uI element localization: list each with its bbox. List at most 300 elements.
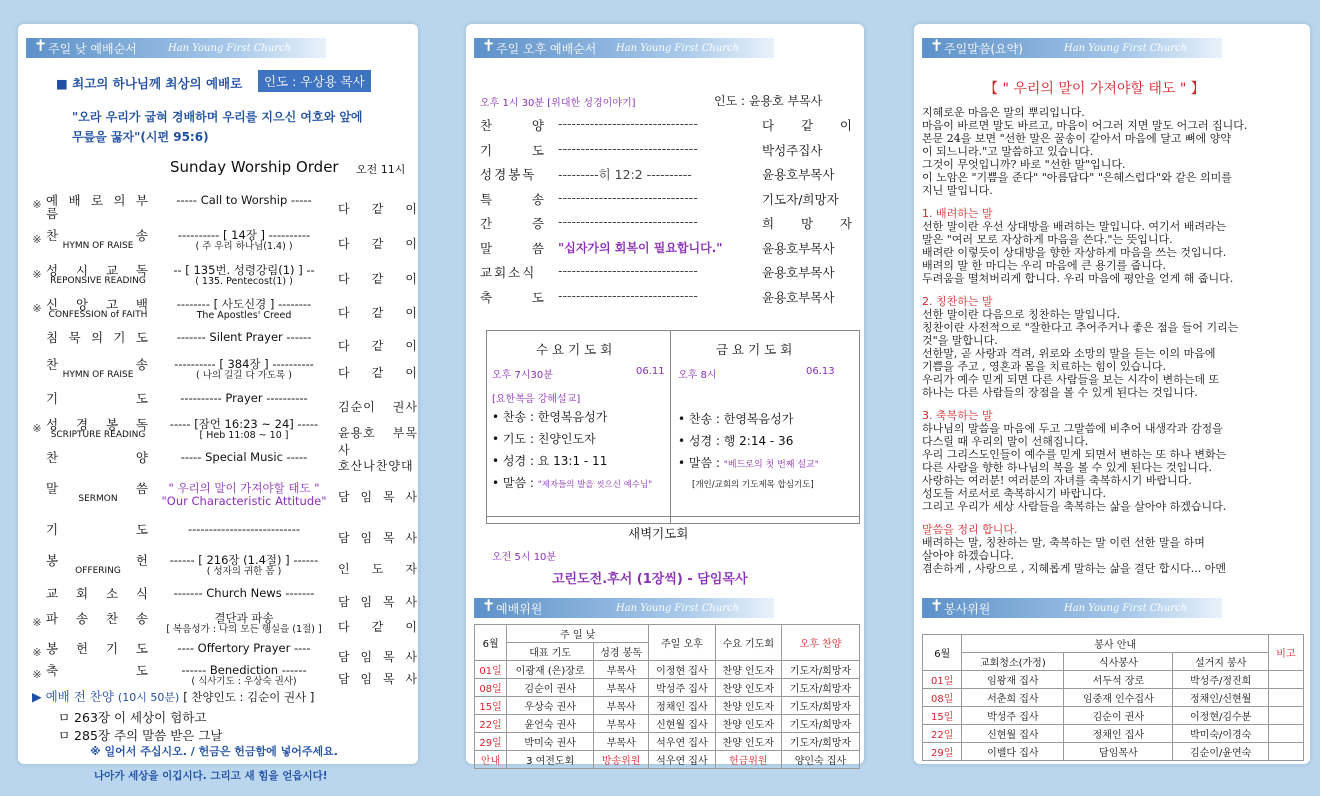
row-desc-2: ( 주 우리 하나님(1.4) ) bbox=[195, 241, 293, 253]
duty-cell: 부목사 bbox=[594, 661, 649, 679]
duty-cell: 방송위원 bbox=[594, 751, 649, 769]
svc-row bbox=[923, 725, 1304, 743]
row-name-wrap bbox=[46, 451, 150, 464]
duty-body bbox=[475, 661, 860, 769]
svc-cell: 29일 bbox=[923, 743, 962, 761]
duty-cell: 기도자/희망자 bbox=[781, 733, 859, 751]
duty-cell: 기도자/희망자 bbox=[781, 679, 859, 697]
svc-row bbox=[923, 689, 1304, 707]
row-desc bbox=[154, 264, 334, 288]
cross-icon: ✝ bbox=[34, 36, 48, 55]
row-leader: 다 같 이 bbox=[338, 272, 418, 286]
wed-sermon: "제자들의 발을 씻으신 예수님" bbox=[537, 480, 653, 490]
duty-head-reading: 성경 봉독 bbox=[594, 643, 649, 661]
header-title: 봉사위원 bbox=[944, 601, 991, 616]
duty-cell: 박성주 집사 bbox=[649, 679, 715, 697]
duty-head-prayer: 대표 기도 bbox=[507, 643, 594, 661]
row-mark: ※ bbox=[32, 233, 42, 246]
wed-line-2: • 기도 : 친양인도자 bbox=[492, 432, 596, 446]
row-name-en: HYMN OF RAISE bbox=[62, 241, 134, 252]
row-mark: ※ bbox=[32, 302, 42, 315]
pre-praise bbox=[32, 687, 314, 705]
row-desc bbox=[154, 482, 334, 508]
row-name-en: SCRIPTURE READING bbox=[50, 430, 146, 441]
text-line: 다스릴 때 우리의 말이 선해집니다. bbox=[922, 435, 1089, 448]
afternoon-name: 성경봉독 bbox=[480, 167, 537, 182]
afternoon-leader: 인도 : 윤용호 부목사 bbox=[714, 94, 823, 108]
fri-time: 오후 8시 bbox=[678, 370, 717, 381]
panel-afternoon-worship bbox=[466, 24, 864, 767]
row-mark: ※ bbox=[32, 422, 42, 435]
afternoon-name: 특 송 bbox=[480, 191, 546, 207]
svc-cell-note bbox=[1268, 743, 1303, 761]
duty-cell: 부목사 bbox=[594, 697, 649, 715]
duty-cell: 찬양 인도자 bbox=[715, 679, 781, 697]
duty-cell: 이광재 (은)장로 bbox=[507, 661, 594, 679]
row-desc-2: [ 복음성가 : 나의 모든 행실을 (1절) ] bbox=[166, 624, 322, 636]
row-desc-1: " 우리의 말이 가져야할 태도 " bbox=[168, 481, 320, 495]
row-name-wrap bbox=[46, 664, 150, 677]
duty-head-month: 6월 bbox=[475, 625, 507, 661]
row-leader: 다 같 이 bbox=[338, 202, 418, 216]
wed-title: 수 요 기 도 회 bbox=[536, 342, 613, 357]
text-line: 두려움을 떨쳐버리게 합니다. 우리 마음에 평안을 얻게 해 줍니다. bbox=[922, 272, 1234, 285]
afternoon-row bbox=[480, 190, 850, 208]
text-line: 마음이 바르면 말도 바르고, 마음이 어그러 지면 말도 어그러 집니다. bbox=[922, 119, 1248, 132]
order-row bbox=[30, 521, 418, 553]
intro bbox=[922, 106, 1304, 197]
row-desc-2: ( 성자의 귀한 몸 ) bbox=[206, 566, 282, 578]
row-name-wrap bbox=[46, 587, 150, 600]
afternoon-row bbox=[480, 214, 850, 232]
row-desc-1: ----- Call to Worship ----- bbox=[176, 193, 312, 207]
text-line: 살아야 하겠습니다. bbox=[922, 549, 1015, 562]
duty-head-sunday: 주 일 낮 bbox=[507, 625, 649, 643]
row-desc bbox=[154, 612, 334, 636]
fri-line-1: • 찬송 : 한영복음성가 bbox=[678, 412, 794, 426]
row-name-wrap bbox=[46, 331, 150, 344]
afternoon-leader: 희 망 자 bbox=[762, 216, 852, 231]
row-desc bbox=[154, 358, 334, 382]
text-line: 말은 "여러 모로 자상하게 마음을 쓴다."는 뜻입니다. bbox=[922, 233, 1173, 246]
text-line: 지혜로운 마음은 말의 뿌리입니다. bbox=[922, 106, 1085, 119]
row-desc-1: ---------- Prayer ---------- bbox=[180, 391, 308, 405]
duty-cell: 01일 bbox=[475, 661, 507, 679]
section-header-service bbox=[922, 598, 1222, 618]
svc-cell: 08일 bbox=[923, 689, 962, 707]
row-leader: 담 임 목 사 bbox=[338, 650, 418, 664]
section-3-title: 3. 축복하는 말 bbox=[922, 409, 993, 422]
verse-line-1: "오라 우리가 굽혀 경배하며 우리를 지으신 여호와 앞에 bbox=[72, 110, 363, 124]
row-name: 축 도 bbox=[46, 663, 150, 678]
text-line: 배려하는 말, 칭찬하는 말, 축복하는 말 이런 선한 말을 하며 bbox=[922, 536, 1205, 549]
wed-series: [요한복음 강해설교] bbox=[492, 394, 581, 405]
row-desc-1: ------- Silent Prayer ------ bbox=[176, 330, 312, 344]
row-desc bbox=[154, 664, 334, 688]
row-name-wrap bbox=[46, 194, 150, 220]
row-desc-2: ( 나의 길길 다 가도록 ) bbox=[196, 370, 292, 382]
duty-cell: 15일 bbox=[475, 697, 507, 715]
row-leader: 인 도 자 bbox=[338, 562, 418, 576]
row-desc-1: --------------------------- bbox=[187, 522, 301, 536]
row-desc-2: [ Heb 11:08 ~ 10 ] bbox=[199, 430, 289, 442]
afternoon-desc: ---------히 12:2 ---------- bbox=[558, 167, 692, 182]
order-row bbox=[30, 296, 418, 328]
row-name: 말 씀 bbox=[46, 481, 150, 496]
row-mark: ※ bbox=[32, 198, 42, 211]
afternoon-row bbox=[480, 116, 850, 134]
svc-cell: 임왕재 집사 bbox=[962, 671, 1064, 689]
row-desc bbox=[154, 229, 334, 253]
song-2: ㅁ 285장 주의 말씀 받은 그날 bbox=[58, 728, 223, 743]
row-name-wrap bbox=[46, 229, 150, 252]
svc-row bbox=[923, 707, 1304, 725]
svc-cell: 김순이/윤연숙 bbox=[1173, 743, 1269, 761]
afternoon-row bbox=[480, 141, 850, 159]
row-name: 봉 헌 bbox=[46, 553, 150, 568]
row-name: 성 시 교 독 bbox=[46, 263, 150, 278]
svc-head-guide: 봉사 안내 bbox=[962, 635, 1269, 653]
pre-praise-time: (10시 50분) bbox=[117, 691, 180, 704]
verse-line-2: 무릎을 꿇자"(시편 95:6) bbox=[72, 130, 209, 144]
svc-cell: 정채인/신현월 bbox=[1173, 689, 1269, 707]
text-line: 칭찬이란 사전적으로 "잘한다고 추어주거나 좋은 점을 들어 기리는 bbox=[922, 321, 1239, 334]
order-row bbox=[30, 449, 415, 481]
text-line: 이 노암은 "기쁨을 준다" "아름답다" "은혜스럽다"와 같은 의미를 bbox=[922, 171, 1232, 184]
row-leader: 호산나찬양대 bbox=[338, 459, 414, 473]
svc-cell: 서춘희 집사 bbox=[962, 689, 1064, 707]
duty-cell: 찬양 인도자 bbox=[715, 715, 781, 733]
wed-line-3: • 성경 : 요 13:1 - 11 bbox=[492, 454, 608, 468]
svc-cell: 15일 bbox=[923, 707, 962, 725]
svc-cell-note bbox=[1268, 671, 1303, 689]
row-leader: 다 같 이 bbox=[338, 237, 418, 251]
svc-cell: 이정현/김수분 bbox=[1173, 707, 1269, 725]
row-name-wrap bbox=[46, 264, 150, 287]
row-name-en: REPONSIVE READING bbox=[50, 276, 146, 287]
afternoon-leader: 박성주집사 bbox=[762, 142, 823, 158]
row-desc bbox=[154, 587, 334, 600]
text-line: 선한 말이란 다음으로 칭찬하는 말입니다. bbox=[922, 308, 1121, 321]
afternoon-time: 오후 1시 30분 [위대한 성경이야기] bbox=[480, 98, 636, 109]
order-row bbox=[30, 227, 418, 259]
row-name: 신 앙 고 백 bbox=[46, 297, 150, 312]
text-line: 선한말, 곧 사랑과 격려, 위로와 소망의 말을 듣는 이의 마음에 bbox=[922, 347, 1216, 360]
row-name-wrap bbox=[46, 392, 150, 405]
duty-row bbox=[475, 661, 860, 679]
duty-cell: 3 여전도회 bbox=[507, 751, 594, 769]
svc-body bbox=[923, 671, 1304, 761]
wed-time: 오후 7시30분 bbox=[492, 370, 553, 381]
divider bbox=[486, 516, 860, 517]
pre-praise-label: ▶ 예배 전 찬양 bbox=[32, 689, 114, 704]
wed-line-4 bbox=[492, 474, 652, 491]
row-name-wrap bbox=[46, 554, 150, 577]
row-leader: 다 같 이 bbox=[338, 306, 418, 320]
text-line: 기쁨을 주고 , 영혼과 몸을 치료하는 힘이 있습니다. bbox=[922, 360, 1166, 373]
row-leader: 담 임 목 사 bbox=[338, 531, 418, 545]
row-leader: 다 같 이 bbox=[338, 620, 418, 634]
section-1-title: 1. 배려하는 말 bbox=[922, 207, 993, 220]
fri-note: [개인/교회의 기도제목 합심기도] bbox=[692, 480, 814, 490]
fri-line-2: • 성경 : 행 2:14 - 36 bbox=[678, 434, 794, 448]
row-desc-2: The Apostles' Creed bbox=[196, 310, 292, 322]
duty-cell: 찬양 인도자 bbox=[715, 697, 781, 715]
afternoon-leader: 윤용호부목사 bbox=[762, 265, 835, 280]
row-desc-2: ( 135. Pentecost(1) ) bbox=[195, 276, 293, 288]
svc-head-note: 비고 bbox=[1268, 635, 1303, 671]
footer-slogan: 나아가 세상을 이깁시다. 그리고 새 힘을 얻읍시다! bbox=[94, 770, 328, 782]
row-name-en: SERMON bbox=[78, 494, 118, 505]
duty-row bbox=[475, 733, 860, 751]
leader-badge: 인도 : 우상용 목사 bbox=[258, 70, 371, 92]
order-title: Sunday Worship Order bbox=[170, 158, 339, 176]
svc-cell: 박성주 집사 bbox=[962, 707, 1064, 725]
service-table bbox=[922, 634, 1304, 761]
text-line: 사랑하는 여러분! 여러분의 자녀를 축복하시기 바랍니다. bbox=[922, 474, 1192, 487]
duty-cell: 찬양 인도자 bbox=[715, 661, 781, 679]
divider bbox=[670, 330, 671, 524]
row-desc bbox=[154, 642, 334, 655]
dawn-title: 새벽기도회 bbox=[628, 526, 689, 541]
cross-icon: ✝ bbox=[930, 596, 944, 615]
afternoon-name: 교회소식 bbox=[480, 265, 537, 280]
afternoon-name: 찬 양 bbox=[480, 118, 546, 133]
svc-cell-note bbox=[1268, 707, 1303, 725]
header-title: 주일 오후 예배순서 bbox=[496, 41, 597, 56]
duty-table bbox=[474, 624, 860, 769]
pre-praise-leader: [ 찬양인도 : 김순이 권사 ] bbox=[183, 690, 315, 704]
panel-morning-worship bbox=[18, 24, 418, 782]
duty-cell: 22일 bbox=[475, 715, 507, 733]
row-name-wrap bbox=[46, 482, 150, 505]
order-row bbox=[30, 480, 418, 512]
text-line: 우리 그리스도인들이 예수를 믿게 되면서 변하는 또 하나 변화는 bbox=[922, 448, 1227, 461]
section-4-title: 말씀을 정리 합니다. bbox=[922, 523, 1018, 536]
text-line: 하나님의 말씀을 마음에 두고 그말씀에 비추어 내생각과 감정을 bbox=[922, 422, 1223, 435]
svc-row bbox=[923, 671, 1304, 689]
duty-cell: 안내 bbox=[475, 751, 507, 769]
svc-cell: 임중재 인수집사 bbox=[1064, 689, 1173, 707]
order-row bbox=[30, 262, 418, 294]
row-desc-1: ---------- [ 384장 ] ---------- bbox=[174, 357, 314, 371]
afternoon-leader: 윤용호부목사 bbox=[762, 240, 835, 256]
header-title: 주일말씀(요약) bbox=[944, 41, 1023, 56]
prayer-meetings-box bbox=[486, 330, 860, 524]
row-mark: ※ bbox=[32, 646, 42, 659]
text-line: 본문 24을 보면 "선한 말은 꿀송이 같아서 마음에 달고 뼈에 양약 bbox=[922, 132, 1232, 145]
afternoon-name: 말 씀 bbox=[480, 240, 546, 256]
text-line: 배려란 이렇듯이 상대방을 향한 자상하게 마음을 쓰는 것입니다. bbox=[922, 246, 1227, 259]
afternoon-desc: ------------------------------- bbox=[558, 214, 698, 229]
row-name-wrap bbox=[46, 523, 150, 536]
row-name-wrap bbox=[46, 298, 150, 321]
duty-cell: 29일 bbox=[475, 733, 507, 751]
afternoon-leader: 윤용호부목사 bbox=[762, 167, 835, 182]
afternoon-row bbox=[480, 239, 850, 257]
row-leader: 담 임 목 사 bbox=[338, 595, 418, 609]
fri-date: 06.13 bbox=[806, 366, 835, 377]
order-row bbox=[30, 192, 418, 224]
afternoon-name: 기 도 bbox=[480, 142, 546, 158]
duty-row bbox=[475, 679, 860, 697]
church-name: Han Young First Church bbox=[1064, 602, 1188, 614]
section-header bbox=[474, 38, 774, 58]
duty-cell: 우상숙 권사 bbox=[507, 697, 594, 715]
row-name: 성 경 봉 독 bbox=[46, 417, 150, 432]
row-name: 파 송 찬 송 bbox=[46, 611, 150, 626]
duty-row bbox=[475, 697, 860, 715]
text-line: 그리고 우리가 세상 사람들을 축복하는 삶을 살아야 하겠습니다. bbox=[922, 500, 1227, 513]
text-line: 배려의 말 한 마디는 우리 마음에 큰 용기를 줍니다. bbox=[922, 259, 1166, 272]
row-leader: 담 임 목 사 bbox=[338, 672, 418, 686]
duty-row-guide bbox=[475, 751, 860, 769]
section-2 bbox=[922, 308, 1304, 399]
cross-icon: ✝ bbox=[930, 36, 944, 55]
duty-cell: 부목사 bbox=[594, 733, 649, 751]
row-name: 찬 송 bbox=[46, 228, 150, 243]
header-title: 주일 낮 예배순서 bbox=[48, 41, 137, 56]
row-desc bbox=[154, 331, 334, 344]
svc-head-month: 6월 bbox=[923, 635, 962, 671]
row-name-en: OFFERING bbox=[75, 566, 121, 577]
row-desc-1: ------ Benediction ------ bbox=[181, 663, 307, 677]
duty-cell: 신현월 집사 bbox=[649, 715, 715, 733]
afternoon-leader: 다 같 이 bbox=[762, 118, 852, 133]
row-name-wrap bbox=[46, 642, 150, 655]
duty-cell: 박미숙 권사 bbox=[507, 733, 594, 751]
duty-head-wed: 수요 기도회 bbox=[715, 625, 781, 661]
section-1 bbox=[922, 220, 1304, 285]
text-line: 하나는 다른 사람들의 장점을 볼 수 있게 된다는 것입니다. bbox=[922, 386, 1198, 399]
afternoon-row bbox=[480, 165, 850, 183]
row-name: 교 회 소 식 bbox=[46, 586, 150, 601]
row-name-en: CONFESSION of FAITH bbox=[48, 310, 148, 321]
church-name: Han Young First Church bbox=[1064, 42, 1188, 54]
section-header bbox=[26, 38, 326, 58]
row-name: 봉 헌 기 도 bbox=[46, 641, 150, 656]
afternoon-name: 축 도 bbox=[480, 289, 546, 305]
order-row bbox=[30, 552, 418, 584]
row-desc-2: ( 식사기도 : 우상숙 권사) bbox=[191, 676, 297, 688]
section-2-title: 2. 칭찬하는 말 bbox=[922, 295, 993, 308]
svc-cell: 김순이 권사 bbox=[1064, 707, 1173, 725]
text-line: 지닌 말입니다. bbox=[922, 184, 993, 197]
duty-cell: 김순이 권사 bbox=[507, 679, 594, 697]
cross-icon: ✝ bbox=[482, 596, 496, 615]
duty-head-afternoon: 주일 오후 bbox=[649, 625, 715, 661]
text-line: 선한 말이란 우선 상대방을 배려하는 말입니다. 여기서 배려라는 bbox=[922, 220, 1227, 233]
text-line: 것"을 말합니다. bbox=[922, 334, 998, 347]
text-line: 다른 사람을 향한 하나님의 복을 볼 수 있게 된다는 것입니다. bbox=[922, 461, 1212, 474]
duty-cell: 찬양 인도자 bbox=[715, 733, 781, 751]
duty-cell: 기도자/희망자 bbox=[781, 715, 859, 733]
dawn-time: 오전 5시 10분 bbox=[492, 552, 557, 563]
svc-row bbox=[923, 743, 1304, 761]
afternoon-row bbox=[480, 288, 850, 306]
row-desc-1: ---- Offertory Prayer ---- bbox=[177, 641, 311, 655]
duty-cell: 석우연 집사 bbox=[649, 751, 715, 769]
row-desc bbox=[154, 298, 334, 322]
duty-cell: 정채인 집사 bbox=[649, 697, 715, 715]
afternoon-desc: ------------------------------- bbox=[558, 116, 698, 131]
duty-cell: 이정현 집사 bbox=[649, 661, 715, 679]
svc-head-cleaning: 교회청소(가정) bbox=[962, 653, 1064, 671]
row-name: 기 도 bbox=[46, 522, 150, 537]
row-desc-1: ------- Church News ------- bbox=[173, 586, 315, 600]
fri-line-3 bbox=[678, 454, 819, 471]
row-desc-1: ---------- [ 14장 ] ---------- bbox=[177, 228, 311, 242]
duty-cell: 윤언숙 권사 bbox=[507, 715, 594, 733]
row-name-wrap bbox=[46, 418, 150, 441]
duty-cell: 석우연 집사 bbox=[649, 733, 715, 751]
row-leader: 윤용호 부목사 bbox=[338, 426, 418, 457]
afternoon-desc: ------------------------------- bbox=[558, 263, 698, 278]
afternoon-desc: ------------------------------- bbox=[558, 140, 698, 156]
text-line: 겸손하게 , 사랑으로 , 지혜롭게 말하는 삶을 결단 합시다... 아멘 bbox=[922, 562, 1226, 575]
fri-title: 금 요 기 도 회 bbox=[716, 342, 793, 357]
row-name: 찬 송 bbox=[46, 357, 150, 372]
text-line: 성도들 서로서로 축복하시기 바랍니다. bbox=[922, 487, 1107, 500]
wed-date: 06.11 bbox=[636, 366, 665, 377]
notice: ※ 일어서 주십시오. / 헌금은 헌금함에 넣어주세요. bbox=[90, 745, 338, 758]
row-name: 예 배 로 의 부 름 bbox=[46, 193, 150, 222]
duty-cell: 헌금위원 bbox=[715, 751, 781, 769]
row-name: 찬 양 bbox=[46, 450, 150, 465]
row-desc-1: -- [ 135번. 성령강림(1) ] -- bbox=[173, 263, 315, 277]
svc-cell-note bbox=[1268, 689, 1303, 707]
duty-cell: 부목사 bbox=[594, 715, 649, 733]
header-title: 예배위원 bbox=[496, 601, 543, 616]
fri-sermon: "베드로의 첫 번째 설교" bbox=[723, 460, 819, 470]
row-name-wrap bbox=[46, 358, 150, 381]
sermon-body bbox=[922, 106, 1304, 575]
dawn-text: 고린도전.후서 (1장씩) - 담임목사 bbox=[552, 572, 748, 587]
svc-cell: 담임목사 bbox=[1064, 743, 1173, 761]
svc-cell: 22일 bbox=[923, 725, 962, 743]
row-name-wrap bbox=[46, 612, 150, 625]
afternoon-desc: ------------------------------- bbox=[558, 189, 698, 205]
row-desc bbox=[154, 392, 334, 405]
song-1: ㅁ 263장 이 세상이 험하고 bbox=[58, 710, 207, 725]
afternoon-leader: 윤용호부목사 bbox=[762, 289, 835, 305]
row-name: 기 도 bbox=[46, 391, 150, 406]
row-desc bbox=[154, 554, 334, 578]
row-leader: 김순이 권사 bbox=[338, 400, 418, 414]
section-header-duty bbox=[474, 598, 774, 618]
row-name-en: HYMN OF RAISE bbox=[62, 370, 134, 381]
afternoon-name: 간 증 bbox=[480, 216, 546, 231]
row-mark: ※ bbox=[32, 616, 42, 629]
row-leader: 다 같 이 bbox=[338, 339, 418, 353]
duty-row bbox=[475, 715, 860, 733]
svc-cell: 01일 bbox=[923, 671, 962, 689]
duty-cell: 기도자/희망자 bbox=[781, 661, 859, 679]
svc-cell: 신현월 집사 bbox=[962, 725, 1064, 743]
svc-head-meal: 식사봉사 bbox=[1064, 653, 1173, 671]
church-name: Han Young First Church bbox=[616, 42, 740, 54]
motto: ■ 최고의 하나님께 최상의 예배로 bbox=[56, 76, 243, 91]
row-desc-1: -------- [ 사도신경 ] -------- bbox=[176, 297, 312, 311]
row-desc-1: ------ [ 216장 (1.4절) ] ------ bbox=[169, 553, 319, 567]
section-3 bbox=[922, 422, 1304, 513]
row-desc-2: "Our Characteristic Attitude" bbox=[161, 494, 327, 509]
worship-time: 오전 11시 bbox=[356, 163, 406, 176]
svc-head-dishes: 설거지 봉사 bbox=[1173, 653, 1269, 671]
order-row bbox=[30, 356, 418, 388]
row-desc-1: ----- [잠언 16:23 ~ 24] ----- bbox=[169, 417, 319, 431]
wed-line-1: • 찬송 : 한영복음성가 bbox=[492, 410, 608, 424]
